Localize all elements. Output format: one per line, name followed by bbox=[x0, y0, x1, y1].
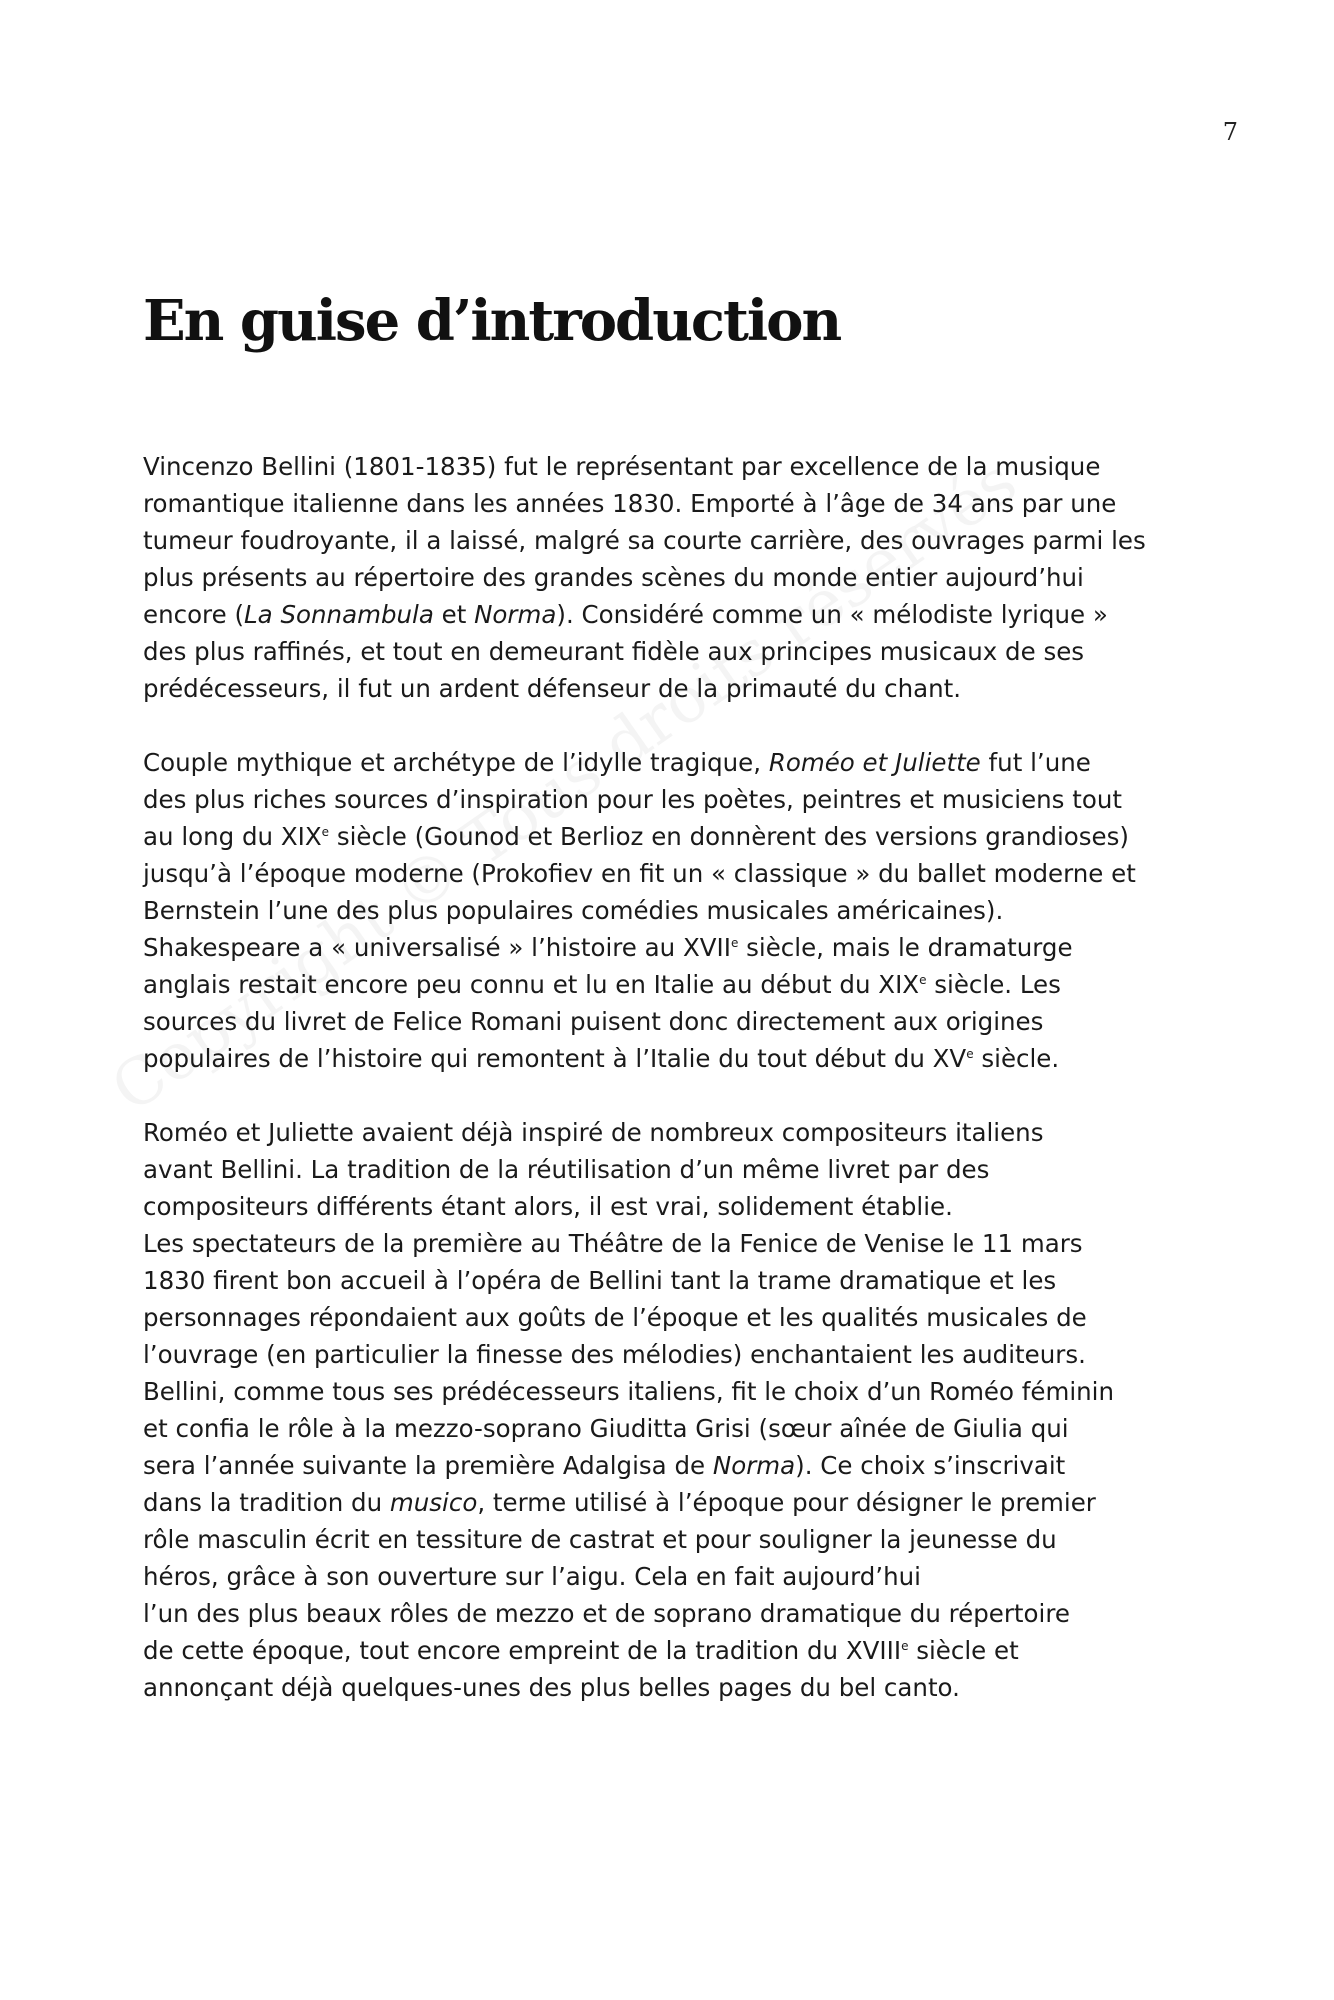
superscript: e bbox=[321, 824, 330, 839]
text-run: sera l’année suivante la première Adalgisa de bbox=[143, 1451, 713, 1480]
text-run: fut l’une bbox=[980, 748, 1091, 777]
text-line bbox=[143, 892, 1203, 929]
text-run: de cette époque, tout encore empreint de la tradition du XVIII bbox=[143, 1636, 902, 1665]
text-run: sources du livret de Felice Romani puisent donc directement aux origines bbox=[143, 1007, 1044, 1036]
italic-title: Norma bbox=[474, 600, 557, 629]
italic-title: musico bbox=[389, 1488, 478, 1517]
text-line bbox=[143, 1410, 1203, 1447]
text-run: l’un des plus beaux rôles de mezzo et de soprano dramatique du répertoire bbox=[143, 1599, 1070, 1628]
text-run: siècle (Gounod et Berlioz en donnèrent des versions grandioses) bbox=[329, 822, 1129, 851]
text-line bbox=[143, 1595, 1203, 1632]
text-run: 1830 firent bon accueil à l’opéra de Bellini tant la trame dramatique et les bbox=[143, 1266, 1057, 1295]
text-run: rôle masculin écrit en tessiture de castrat et pour souligner la jeunesse du bbox=[143, 1525, 1057, 1554]
text-run: héros, grâce à son ouverture sur l’aigu. Cela en fait aujourd’hui bbox=[143, 1562, 921, 1591]
text-run: personnages répondaient aux goûts de l’époque et les qualités musicales de bbox=[143, 1303, 1087, 1332]
superscript: e bbox=[901, 1638, 909, 1653]
text-run: siècle. Les bbox=[926, 970, 1061, 999]
superscript: e bbox=[966, 1046, 974, 1061]
text-run: des plus raffinés, et tout en demeurant fidèle aux principes musicaux de ses bbox=[143, 637, 1085, 666]
text-line bbox=[143, 1521, 1203, 1558]
text-run: Vincenzo Bellini (1801-1835) fut le représentant par excellence de la musique bbox=[143, 452, 1101, 481]
text-line bbox=[143, 1632, 1203, 1669]
text-run: Bellini, comme tous ses prédécesseurs italiens, fit le choix d’un Roméo féminin bbox=[143, 1377, 1115, 1406]
text-run: plus présents au répertoire des grandes scènes du monde entier aujourd’hui bbox=[143, 563, 1084, 592]
text-line bbox=[143, 1003, 1203, 1040]
text-line bbox=[143, 633, 1203, 670]
text-line bbox=[143, 1558, 1203, 1595]
text-line bbox=[143, 1225, 1203, 1262]
text-run: jusqu’à l’époque moderne (Prokofiev en fit un « classique » du ballet moderne et bbox=[143, 859, 1136, 888]
text-run: compositeurs différents étant alors, il est vrai, solidement établie. bbox=[143, 1192, 953, 1221]
text-run: dans la tradition du bbox=[143, 1488, 390, 1517]
text-line bbox=[143, 485, 1203, 522]
paragraph bbox=[143, 448, 1203, 707]
text-run: Shakespeare a « universalisé » l’histoire au XVII bbox=[143, 933, 731, 962]
text-line bbox=[143, 818, 1203, 855]
text-run: encore ( bbox=[143, 600, 245, 629]
text-line bbox=[143, 966, 1203, 1003]
text-line bbox=[143, 559, 1203, 596]
text-line bbox=[143, 1114, 1203, 1151]
text-run: , terme utilisé à l’époque pour désigner le premier bbox=[477, 1488, 1096, 1517]
text-run: Roméo et Juliette avaient déjà inspiré de nombreux compositeurs italiens bbox=[143, 1118, 1044, 1147]
text-run: siècle et bbox=[908, 1636, 1019, 1665]
italic-title: Norma bbox=[712, 1451, 796, 1480]
text-run: Couple mythique et archétype de l’idylle tragique, bbox=[143, 748, 769, 777]
text-run: Les spectateurs de la première au Théâtre de la Fenice de Venise le 11 mars bbox=[143, 1229, 1083, 1258]
text-run: romantique italienne dans les années 1830. Emporté à l’âge de 34 ans par une bbox=[143, 489, 1117, 518]
text-run: au long du XIX bbox=[143, 822, 322, 851]
text-line bbox=[143, 781, 1203, 818]
text-line bbox=[143, 1373, 1203, 1410]
italic-title: La Sonnambula bbox=[244, 600, 434, 629]
text-line bbox=[143, 744, 1203, 781]
text-line bbox=[143, 1669, 1203, 1706]
text-run: siècle, mais le dramaturge bbox=[738, 933, 1073, 962]
text-line bbox=[143, 1299, 1203, 1336]
text-run: siècle. bbox=[973, 1044, 1060, 1073]
text-line bbox=[143, 1040, 1203, 1077]
text-run: tumeur foudroyante, il a laissé, malgré sa courte carrière, des ouvrages parmi les bbox=[143, 526, 1146, 555]
page-title: En guise d’introduction bbox=[143, 288, 841, 354]
page-number: 7 bbox=[1222, 118, 1238, 146]
text-line bbox=[143, 1188, 1203, 1225]
text-line bbox=[143, 1262, 1203, 1299]
text-line bbox=[143, 596, 1203, 633]
text-run: populaires de l’histoire qui remontent à l’Italie du tout début du XV bbox=[143, 1044, 967, 1073]
text-run: ). Ce choix s’inscrivait bbox=[795, 1451, 1066, 1480]
text-run: l’ouvrage (en particulier la finesse des mélodies) enchantaient les auditeurs. bbox=[143, 1340, 1086, 1369]
text-run: ). Considéré comme un « mélodiste lyrique » bbox=[556, 600, 1108, 629]
text-line bbox=[143, 929, 1203, 966]
text-run: Bernstein l’une des plus populaires comédies musicales américaines). bbox=[143, 896, 1004, 925]
text-run: anglais restait encore peu connu et lu en Italie au début du XIX bbox=[143, 970, 920, 999]
text-run: et bbox=[433, 600, 475, 629]
italic-title: Roméo et Juliette bbox=[768, 748, 981, 777]
paragraph bbox=[143, 744, 1203, 1077]
paragraph bbox=[143, 1114, 1203, 1706]
text-line bbox=[143, 670, 1203, 707]
text-run: et confia le rôle à la mezzo-soprano Giuditta Grisi (sœur aînée de Giulia qui bbox=[143, 1414, 1069, 1443]
text-run: annonçant déjà quelques-unes des plus belles pages du bel canto. bbox=[143, 1673, 960, 1702]
text-run: prédécesseurs, il fut un ardent défenseur de la primauté du chant. bbox=[143, 674, 962, 703]
body-text bbox=[143, 448, 1203, 1743]
text-line bbox=[143, 1484, 1203, 1521]
text-line bbox=[143, 855, 1203, 892]
text-line bbox=[143, 522, 1203, 559]
text-run: des plus riches sources d’inspiration pour les poètes, peintres et musiciens tout bbox=[143, 785, 1122, 814]
text-line bbox=[143, 1447, 1203, 1484]
text-line bbox=[143, 1151, 1203, 1188]
text-run: avant Bellini. La tradition de la réutilisation d’un même livret par des bbox=[143, 1155, 990, 1184]
superscript: e bbox=[730, 935, 739, 950]
text-line bbox=[143, 448, 1203, 485]
superscript: e bbox=[919, 972, 927, 987]
text-line bbox=[143, 1336, 1203, 1373]
